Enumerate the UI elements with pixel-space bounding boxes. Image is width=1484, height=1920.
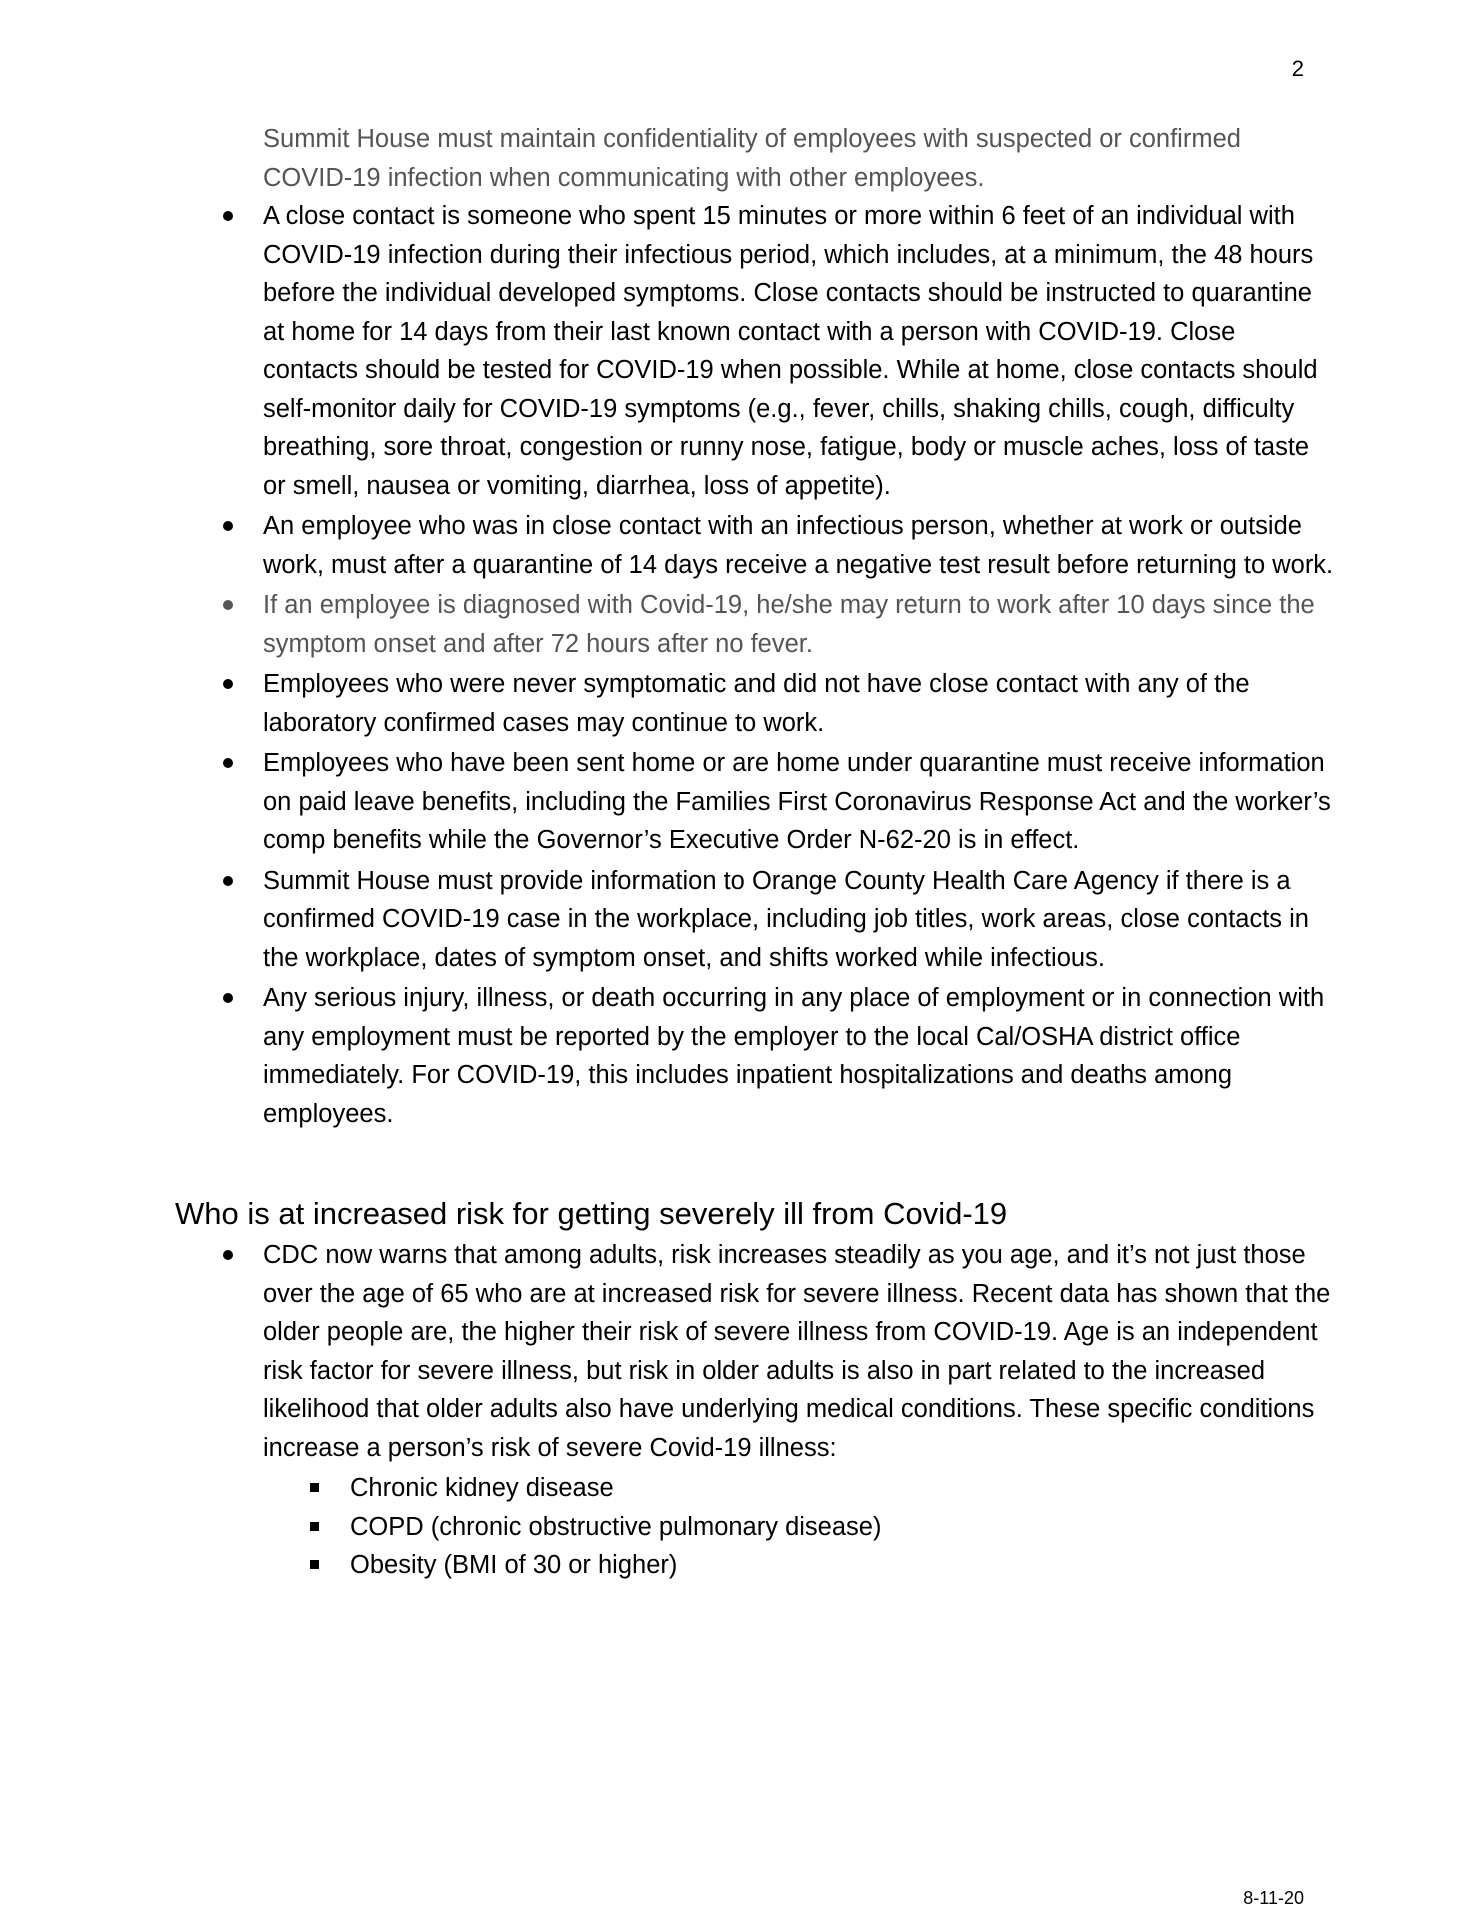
square-bullet-icon [310,1522,319,1531]
policy-bullet-list [175,197,1335,1133]
bullet-dot-icon [223,521,233,531]
condition-item [175,1508,1335,1547]
document-body [175,120,1335,1585]
continuation-paragraph: Summit House must maintain confidentiality of employees with suspected or confirmed COVID-19 infection when communicating with other employees. [263,125,1241,192]
bullet-health-agency [175,862,1335,978]
bullet-text: CDC now warns that among adults, risk increases steadily as you age, and it’s not just those over the age of 65 who are at increased risk for severe illness. Recent data has shown that the older people are, the higher their risk of severe illness from COVID-19. Age is an independent risk factor for severe illness, but risk in older adults is also in part related to the increased likelihood that older adults also have underlying medical conditions. These specific conditions increase a person’s risk of severe Covid-19 illness: [263,1241,1331,1462]
bullet-return-to-work [175,586,1335,663]
page-number: 2 [1291,56,1304,81]
bullet-paid-leave [175,744,1335,860]
condition-item [175,1469,1335,1508]
bullet-text: Any serious injury, illness, or death occurring in any place of employment or in connection with any employment must be reported by the employer to the local Cal/OSHA district office immediately. For COVID-19, this includes inpatient hospitalizations and deaths among employees. [263,984,1325,1128]
bullet-dot-icon [223,1250,233,1260]
bullet-dot-icon [223,876,233,886]
bullet-text: Employees who have been sent home or are home under quarantine must receive information on paid leave benefits, including the Families First Coronavirus Response Act and the worker’s comp benefits while the Governor’s Executive Order N-62-20 is in effect. [263,749,1331,854]
bullet-dot-icon [223,993,233,1003]
bullet-dot-icon [223,600,233,610]
square-bullet-icon [310,1560,319,1569]
footer-date: 8-11-20 [1243,1888,1304,1908]
bullet-quarantine-test [175,507,1335,584]
bullet-text: A close contact is someone who spent 15 minutes or more within 6 feet of an individual with COVID-19 infection during their infectious period, which includes, at a minimum, the 48 hours before the individual developed symptoms. Close contacts should be instructed to quarantine at home for 14 days from their last known contact with a person with COVID-19. Close contacts should be tested for COVID-19 when possible. While at home, close contacts should self-monitor daily for COVID-19 symptoms (e.g., fever, chills, shaking chills, cough, difficulty breathing, sore throat, congestion or runny nose, fatigue, body or muscle aches, loss of taste or smell, nausea or vomiting, diarrhea, loss of appetite). [263,202,1318,500]
square-bullet-icon [310,1483,319,1492]
bullet-cal-osha [175,979,1335,1133]
conditions-list [175,1469,1335,1585]
condition-text: COPD (chronic obstructive pulmonary disease) [350,1512,882,1541]
bullet-close-contact [175,197,1335,505]
bullet-dot-icon [223,679,233,689]
condition-item [175,1546,1335,1585]
bullet-text: Summit House must provide information to Orange County Health Care Agency if there is a confirmed COVID-19 case in the workplace, including job titles, work areas, close contacts in the workplace, dates of symptom onset, and shifts worked while infectious. [263,866,1309,972]
bullet-text: An employee who was in close contact with an infectious person, whether at work or outside work, must after a quarantine of 14 days receive a negative test result before returning to work. [263,512,1334,579]
bullet-cdc-warning [175,1236,1335,1467]
risk-bullet-list [175,1236,1335,1467]
condition-text: Obesity (BMI of 30 or higher) [350,1551,678,1579]
bullet-asymptomatic [175,665,1335,742]
bullet-dot-icon [223,758,233,768]
section-heading: Who is at increased risk for getting severely ill from Covid-19 [175,1196,1008,1231]
bullet-text: Employees who were never symptomatic and did not have close contact with any of the laboratory confirmed cases may continue to work. [263,670,1250,737]
bullet-dot-icon [223,211,233,221]
condition-text: Chronic kidney disease [350,1474,614,1502]
bullet-text: If an employee is diagnosed with Covid-19, he/she may return to work after 10 days since the symptom onset and after 72 hours after no fever. [263,591,1315,658]
